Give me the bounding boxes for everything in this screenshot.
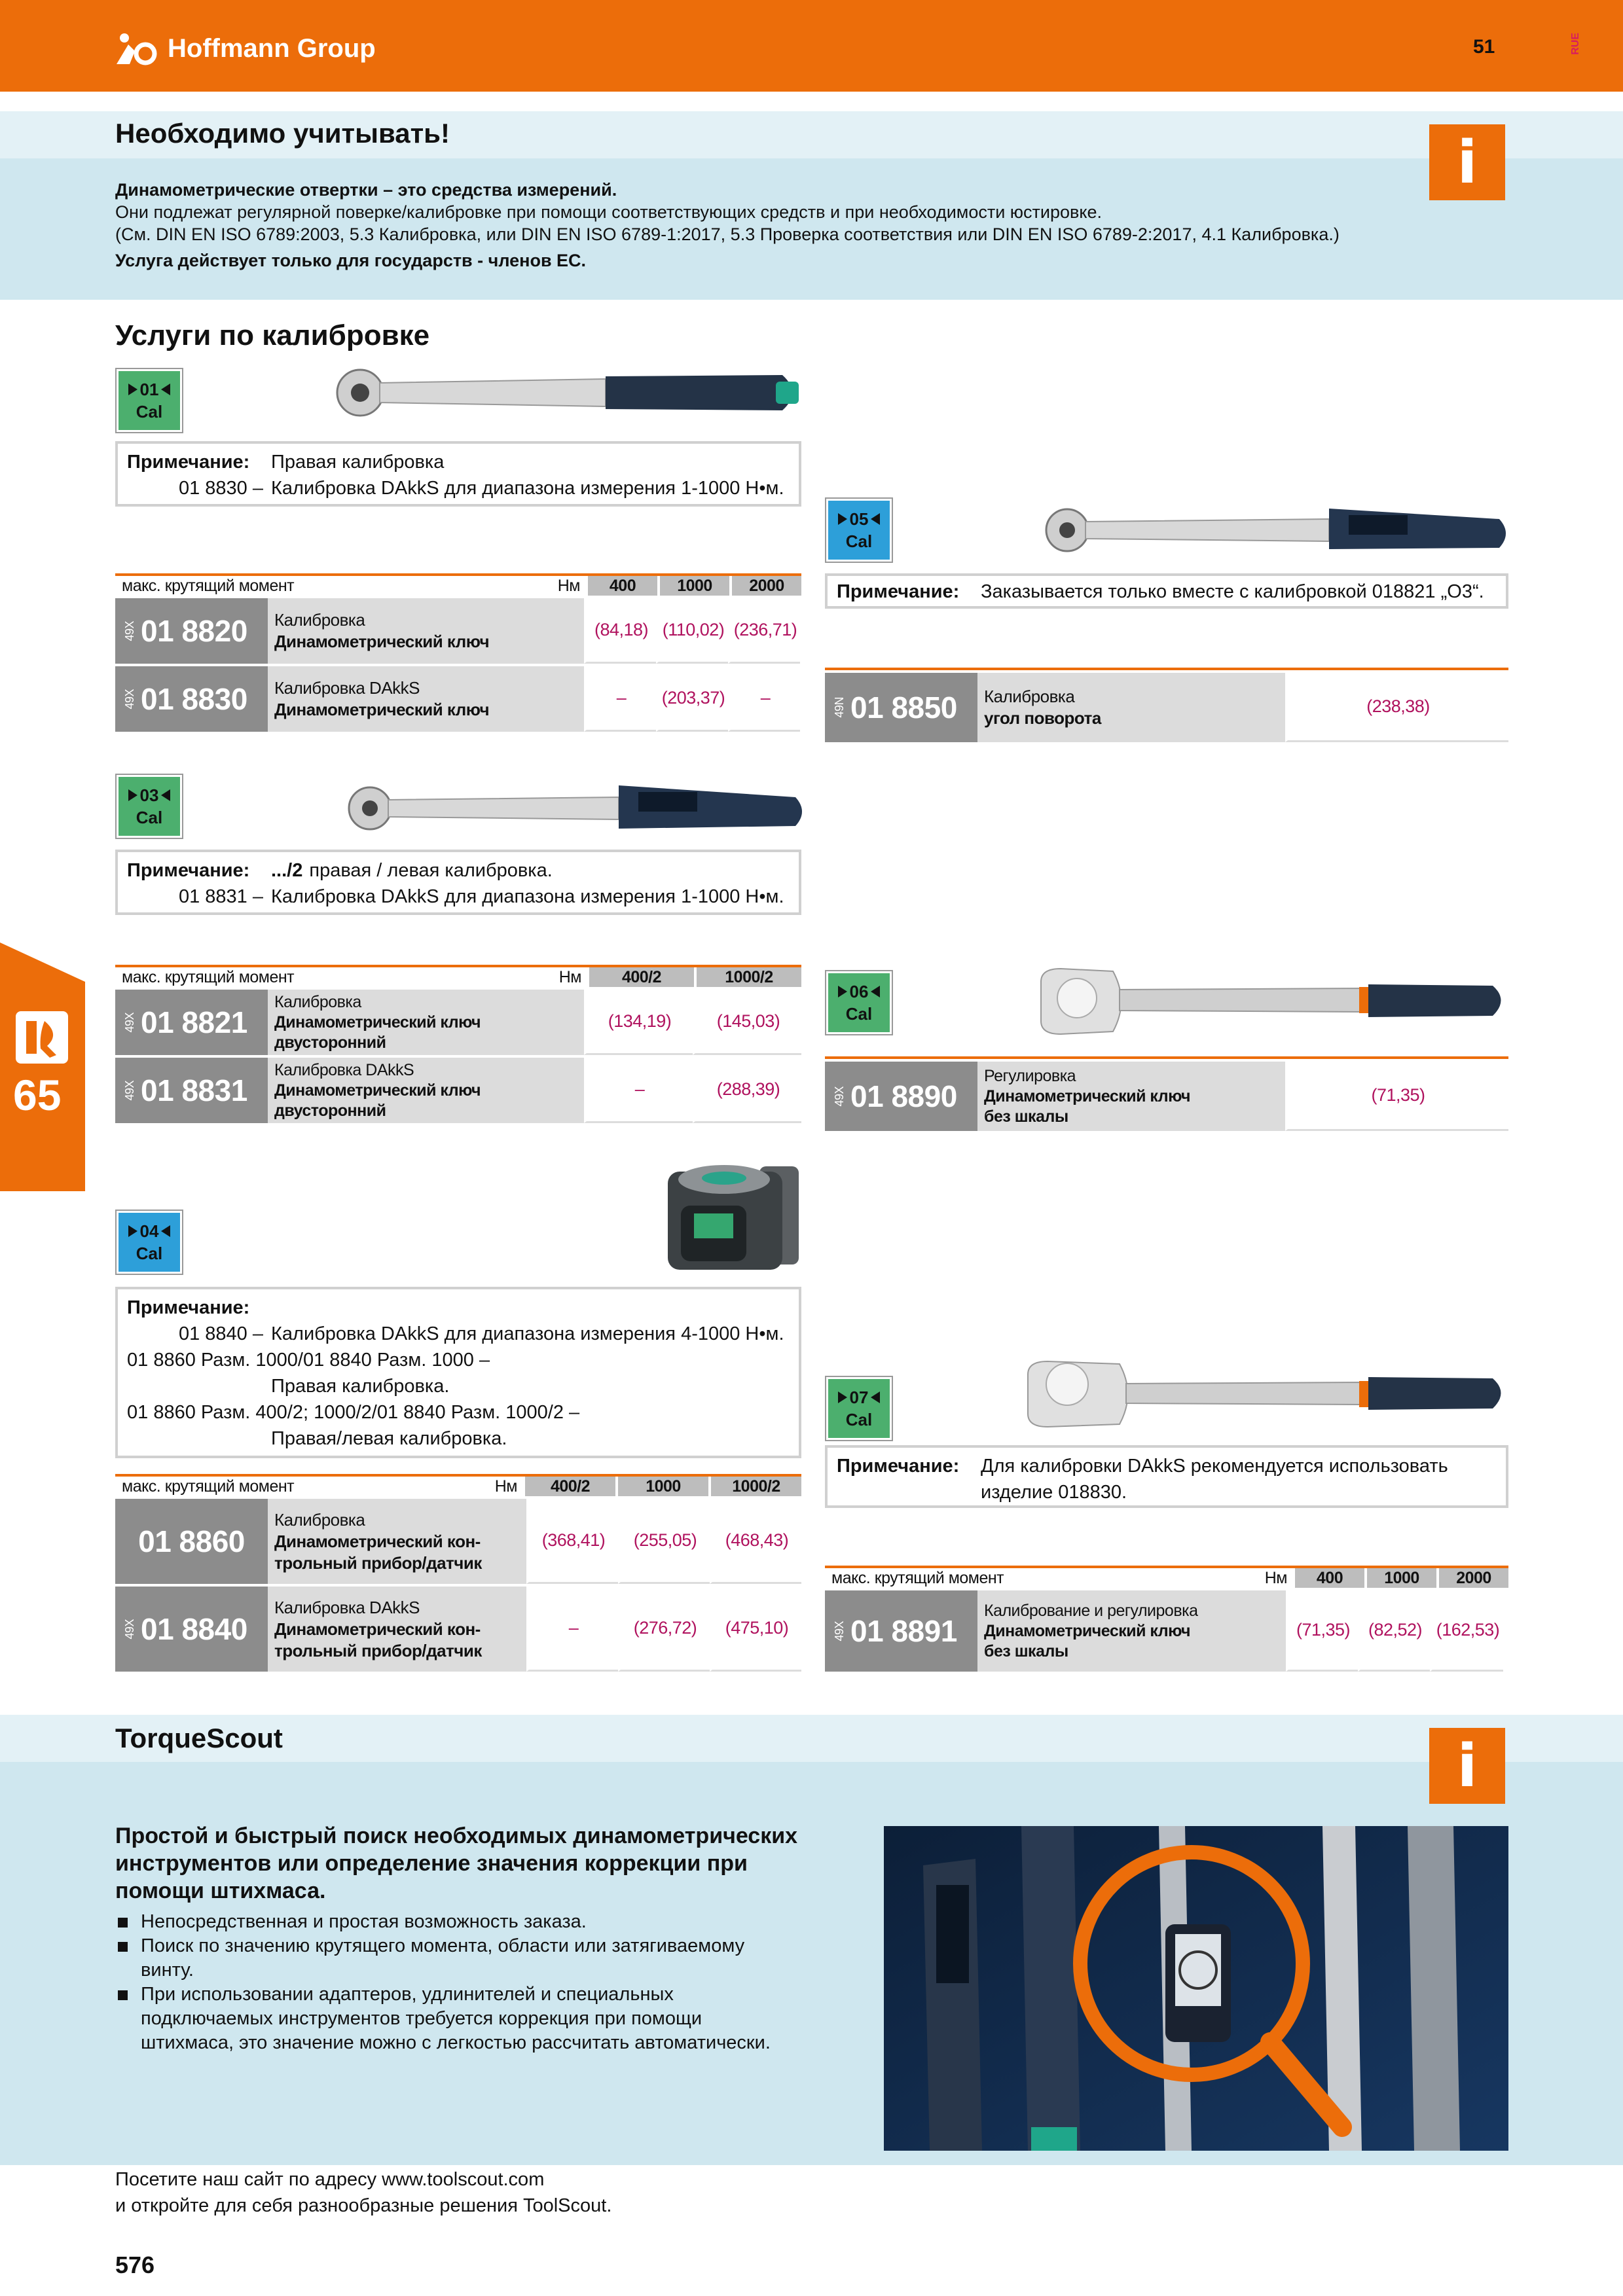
note-07-label: Примечание:	[837, 1456, 960, 1477]
info-icon: i	[1429, 124, 1505, 200]
price: –	[584, 666, 656, 732]
price: (238,38)	[1285, 673, 1508, 742]
note-05-text: Заказывается только вместе с калибровкой 018821 „O3“.	[981, 581, 1484, 602]
price: (276,72)	[618, 1587, 710, 1672]
price: –	[584, 1058, 693, 1123]
badge-05-cal: Cal	[845, 531, 873, 551]
table-04-col-2: 1000	[618, 1477, 708, 1496]
table-04	[115, 1474, 801, 1672]
badge-04-cal: Cal	[136, 1244, 163, 1263]
table-07-col-3: 2000	[1439, 1568, 1508, 1588]
table-row[interactable]	[115, 1499, 801, 1584]
bullet-text: При использовании адаптеров, удлинителей и специальных	[141, 1984, 674, 2005]
table-06	[825, 1056, 1508, 1131]
torque-wrench-image-05	[1041, 501, 1512, 556]
table-04-col-3: 1000/2	[711, 1477, 801, 1496]
note-03-text-2: Калибровка DAkkS для диапазона измерения 1-1000 Н•м.	[271, 886, 784, 907]
table-05	[825, 668, 1508, 742]
chapter-side-tab[interactable]	[0, 942, 85, 1191]
notice-title: Необходимо учитывать!	[115, 118, 450, 149]
note-04-text-3: Правая калибровка.	[271, 1376, 450, 1397]
torquescout-title: TorqueScout	[115, 1723, 283, 1753]
bullet-text: штихмаса, это значение можно с легкостью рассчитать автоматически.	[141, 2032, 771, 2053]
price: (468,43)	[710, 1499, 801, 1584]
article-number: 01 8891	[850, 1614, 957, 1648]
list-item	[115, 1982, 868, 2055]
prefix: 49X	[123, 620, 136, 641]
table-01	[115, 573, 801, 732]
torquescout-photo	[884, 1826, 1508, 2151]
page-reference: 51	[1473, 36, 1495, 58]
hoffmann-logo[interactable]	[115, 30, 376, 67]
row-desc-1: Калибровка DAkkS	[274, 1597, 420, 1617]
table-row[interactable]	[115, 598, 801, 664]
row-desc-1: Калибровка DAkkS	[274, 678, 420, 698]
badge-07	[825, 1376, 893, 1441]
torque-wrench-image-07	[1021, 1355, 1512, 1433]
note-04-code: 01 8840 –	[178, 1323, 263, 1344]
badge-05	[825, 497, 893, 563]
notice-line-1: Динамометрические отвертки – это средства измерений.	[115, 180, 617, 200]
table-03	[115, 965, 801, 1123]
note-03	[115, 850, 801, 915]
price: (84,18)	[584, 598, 656, 664]
table-03-col-2: 1000/2	[697, 967, 801, 987]
torque-wrench-image-06	[1034, 962, 1512, 1041]
price: (255,05)	[618, 1499, 710, 1584]
badge-07-code: 07	[849, 1388, 869, 1407]
row-desc-2: угол поворота	[984, 708, 1101, 728]
price: –	[526, 1587, 618, 1672]
row-desc-1: Калибрование и регулировка	[984, 1601, 1198, 1620]
article-number: 01 8860	[138, 1524, 245, 1558]
note-03-bold: .../2	[271, 860, 303, 881]
badge-07-cal: Cal	[845, 1410, 873, 1429]
table-07-col-2: 1000	[1367, 1568, 1436, 1588]
row-desc-3: без шкалы	[984, 1107, 1068, 1126]
table-row[interactable]	[115, 990, 801, 1055]
row-desc-1: Калибровка	[984, 687, 1075, 706]
badge-01	[115, 368, 183, 433]
prefix: 49X	[123, 1619, 136, 1640]
row-desc-1: Калибровка	[274, 992, 361, 1011]
bullet-text: подключаемых инструментов требуется коррекция при помощи	[141, 2008, 702, 2029]
note-01-text: Правая калибровка	[271, 452, 445, 473]
article-number: 01 8831	[141, 1073, 247, 1107]
row-desc-2: Динамометрический ключ	[274, 700, 490, 719]
section-title: Услуги по калибровке	[115, 319, 430, 351]
table-07	[825, 1566, 1508, 1672]
row-desc-3: без шкалы	[984, 1641, 1068, 1660]
table-07-unit: Нм	[1264, 1568, 1287, 1587]
table-row[interactable]	[825, 1062, 1508, 1131]
price: (82,52)	[1358, 1590, 1430, 1672]
price: (162,53)	[1430, 1590, 1503, 1672]
table-03-unit: Нм	[558, 967, 581, 986]
table-03-col-1: 400/2	[589, 967, 694, 987]
row-desc-2: Динамометрический кон-	[274, 1531, 481, 1551]
table-01-col-1: 400	[588, 576, 657, 596]
price: (110,02)	[656, 598, 728, 664]
note-01-code: 01 8830 –	[178, 478, 263, 499]
notice-line-3: (См. DIN EN ISO 6789:2003, 5.3 Калибровка, или DIN EN ISO 6789-1:2017, 5.3 Проверка соответствия или DIN EN ISO 6789-2:2017, 4.1 Калибровка.)	[115, 224, 1340, 244]
row-desc-3: трольный прибор/датчик	[274, 1552, 482, 1573]
article-number: 01 8850	[850, 691, 957, 725]
prefix: 49X	[123, 689, 136, 709]
note-04-text-1: Калибровка DAkkS для диапазона измерения 4-1000 Н•м.	[271, 1323, 784, 1344]
badge-03	[115, 774, 183, 839]
prefix: 49N	[833, 697, 846, 718]
torquescout-visit	[115, 2166, 611, 2219]
table-04-unit: Нм	[494, 1477, 517, 1496]
badge-03-code: 03	[139, 785, 159, 805]
table-row[interactable]	[825, 673, 1508, 742]
notice-line-2: Они подлежат регулярной поверке/калибровке при помощи соответствующих средств и при необходимости юстировке.	[115, 202, 1103, 222]
badge-06	[825, 970, 893, 1035]
price: (203,37)	[656, 666, 728, 732]
table-03-header-label: макс. крутящий момент	[122, 967, 295, 986]
row-desc-1: Калибровка DAkkS	[274, 1060, 414, 1079]
table-row[interactable]	[825, 1590, 1508, 1672]
note-03-text: правая / левая калибровка.	[309, 860, 553, 881]
notice-text	[115, 177, 1425, 274]
visit-line-1[interactable]: Посетите наш сайт по адресу www.toolscout.com	[115, 2169, 545, 2190]
badge-01-cal: Cal	[136, 402, 163, 422]
price: (368,41)	[526, 1499, 618, 1584]
price: (236,71)	[728, 598, 800, 664]
article-number: 01 8820	[141, 614, 247, 648]
note-04-text-5: Правая/левая калибровка.	[271, 1428, 507, 1449]
brand-name: Hoffmann Group	[168, 33, 376, 63]
table-01-col-2: 1000	[660, 576, 729, 596]
badge-05-code: 05	[849, 509, 869, 529]
note-01-label: Примечание:	[127, 452, 250, 473]
table-row[interactable]	[115, 1058, 801, 1123]
torquescout-bullets	[115, 1910, 868, 2055]
table-01-header-label: макс. крутящий момент	[122, 576, 295, 595]
article-number: 01 8890	[850, 1079, 957, 1113]
prefix: 49X	[123, 1080, 136, 1101]
note-03-label: Примечание:	[127, 860, 250, 881]
badge-04	[115, 1210, 183, 1275]
prefix: 49X	[833, 1086, 846, 1107]
badge-04-code: 04	[139, 1221, 159, 1241]
hoffmann-logo-icon	[115, 31, 161, 65]
row-desc-2: Динамометрический ключ	[984, 1086, 1191, 1105]
visit-line-2: и откройте для себя разнообразные решения ToolScout.	[115, 2195, 612, 2216]
table-07-header-label: макс. крутящий момент	[831, 1568, 1004, 1587]
note-07-text-2: изделие 018830.	[981, 1482, 1127, 1503]
price: (475,10)	[710, 1587, 801, 1672]
table-04-col-1: 400/2	[525, 1477, 615, 1496]
table-row[interactable]	[115, 666, 801, 732]
note-07	[825, 1445, 1508, 1508]
table-07-col-1: 400	[1295, 1568, 1364, 1588]
article-number: 01 8830	[141, 682, 247, 716]
price: (71,35)	[1285, 1062, 1508, 1131]
prefix: 49X	[123, 1012, 136, 1033]
badge-03-cal: Cal	[136, 808, 163, 827]
bullet-text: винту.	[141, 1960, 194, 1981]
row-desc-3: двусторонний	[274, 1101, 386, 1120]
row-desc-2: Динамометрический ключ	[274, 1013, 481, 1031]
article-number: 01 8840	[141, 1612, 247, 1646]
price: –	[728, 666, 800, 732]
row-desc-3: двусторонний	[274, 1033, 386, 1052]
bullet-text: Непосредственная и простая возможность заказа.	[141, 1911, 587, 1932]
row-desc-2: Динамометрический ключ	[274, 1081, 481, 1100]
chapter-number: 65	[13, 1071, 62, 1119]
note-07-text-1: Для калибровки DAkkS рекомендуется использовать	[981, 1456, 1448, 1477]
row-desc-2: Динамометрический ключ	[274, 632, 490, 651]
torquescout-heading	[115, 1822, 868, 1905]
table-04-header-label: макс. крутящий момент	[122, 1477, 295, 1496]
note-04-text-4: 01 8860 Разм. 400/2; 1000/2/01 8840 Разм. 1000/2 –	[127, 1402, 580, 1423]
table-01-col-3: 2000	[732, 576, 801, 596]
badge-06-cal: Cal	[845, 1004, 873, 1024]
bullet-text: Поиск по значению крутящего момента, области или затягиваемому	[141, 1935, 745, 1956]
torque-sensor-image	[661, 1153, 805, 1278]
note-05-label: Примечание:	[837, 581, 960, 602]
info-icon: i	[1429, 1728, 1505, 1804]
note-03-code: 01 8831 –	[178, 886, 263, 907]
badge-01-code: 01	[139, 380, 159, 399]
note-04	[115, 1287, 801, 1458]
torquescout-heading-1: Простой и быстрый поиск необходимых динамометрических	[115, 1823, 798, 1848]
price: (288,39)	[693, 1058, 801, 1123]
prefix: 49X	[833, 1621, 846, 1641]
price: (134,19)	[584, 990, 693, 1055]
torquescout-heading-2: инструментов или определение значения коррекции при	[115, 1851, 748, 1876]
note-04-label: Примечание:	[127, 1297, 250, 1318]
note-05	[825, 573, 1508, 609]
torquescout-heading-3: помощи штихмаса.	[115, 1878, 326, 1903]
price: (145,03)	[693, 990, 801, 1055]
page-number: 576	[115, 2251, 155, 2278]
price: (71,35)	[1286, 1590, 1358, 1672]
note-01	[115, 441, 801, 507]
badge-06-code: 06	[849, 982, 869, 1001]
torque-wrench-image-01	[331, 363, 815, 422]
note-04-text-2: 01 8860 Разм. 1000/01 8840 Разм. 1000 –	[127, 1350, 490, 1371]
article-number: 01 8821	[141, 1005, 247, 1039]
list-item	[115, 1910, 868, 1934]
row-desc-2: Динамометрический кон-	[274, 1619, 481, 1639]
language-code: RUE	[1570, 33, 1581, 55]
row-desc-3: трольный прибор/датчик	[274, 1640, 482, 1660]
table-row[interactable]	[115, 1587, 801, 1672]
note-01-text-2: Калибровка DAkkS для диапазона измерения 1-1000 Н•м.	[271, 478, 784, 499]
table-01-unit: Нм	[557, 576, 580, 595]
row-desc-1: Калибровка	[274, 610, 365, 630]
row-desc-1: Регулировка	[984, 1066, 1076, 1085]
row-desc-1: Калибровка	[274, 1509, 365, 1530]
notice-line-4: Услуга действует только для государств - членов ЕС.	[115, 251, 587, 270]
torque-wrench-image-03	[344, 779, 802, 838]
row-desc-2: Динамометрический ключ	[984, 1621, 1191, 1640]
list-item	[115, 1934, 868, 1982]
